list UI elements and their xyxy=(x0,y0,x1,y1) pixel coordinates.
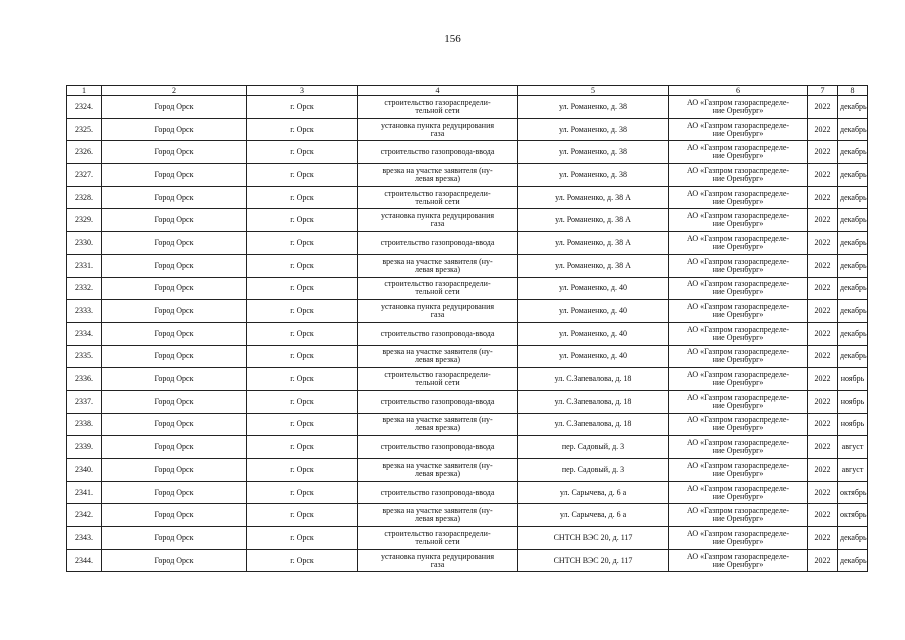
settlement-cell: г. Орск xyxy=(247,504,358,527)
year-cell: 2022 xyxy=(808,232,838,255)
address-cell: пер. Садовый, д. 3 xyxy=(518,436,669,459)
table-row xyxy=(67,368,868,391)
year-cell: 2022 xyxy=(808,254,838,277)
column-number: 1 xyxy=(67,86,102,96)
work-type-cell: строительство газораспредели- тельной сети xyxy=(358,277,518,300)
organization-cell: АО «Газпром газораспределе- ние Оренбург» xyxy=(669,481,808,504)
work-type-cell: строительство газопровода-ввода xyxy=(358,390,518,413)
address-cell: ул. Сарычева, д. 6 а xyxy=(518,481,669,504)
municipality-cell: Город Орск xyxy=(102,300,247,323)
municipality-cell: Город Орск xyxy=(102,254,247,277)
work-type-cell: строительство газопровода-ввода xyxy=(358,232,518,255)
month-cell: ноябрь xyxy=(838,390,868,413)
organization-cell: АО «Газпром газораспределе- ние Оренбург» xyxy=(669,118,808,141)
municipality-cell: Город Орск xyxy=(102,96,247,119)
municipality-cell: Город Орск xyxy=(102,368,247,391)
month-cell: декабрь xyxy=(838,300,868,323)
table-row xyxy=(67,322,868,345)
row-number-cell: 2336. xyxy=(67,368,102,391)
work-type-cell: установка пункта редуцирования газа xyxy=(358,209,518,232)
table-row xyxy=(67,277,868,300)
year-cell: 2022 xyxy=(808,459,838,482)
table-row xyxy=(67,390,868,413)
row-number-cell: 2332. xyxy=(67,277,102,300)
address-cell: ул. Романенко, д. 38 А xyxy=(518,209,669,232)
year-cell: 2022 xyxy=(808,300,838,323)
settlement-cell: г. Орск xyxy=(247,345,358,368)
settlement-cell: г. Орск xyxy=(247,277,358,300)
row-number-cell: 2333. xyxy=(67,300,102,323)
month-cell: декабрь xyxy=(838,186,868,209)
address-cell: ул. Романенко, д. 38 xyxy=(518,118,669,141)
row-number-cell: 2326. xyxy=(67,141,102,164)
table-row xyxy=(67,436,868,459)
month-cell: декабрь xyxy=(838,141,868,164)
address-cell: ул. Романенко, д. 40 xyxy=(518,322,669,345)
work-type-cell: строительство газопровода-ввода xyxy=(358,481,518,504)
month-cell: ноябрь xyxy=(838,413,868,436)
month-cell: октябрь xyxy=(838,481,868,504)
settlement-cell: г. Орск xyxy=(247,300,358,323)
table-row xyxy=(67,300,868,323)
municipality-cell: Город Орск xyxy=(102,232,247,255)
row-number-cell: 2324. xyxy=(67,96,102,119)
table-row xyxy=(67,413,868,436)
table-row xyxy=(67,96,868,119)
year-cell: 2022 xyxy=(808,209,838,232)
row-number-cell: 2340. xyxy=(67,459,102,482)
month-cell: декабрь xyxy=(838,164,868,187)
organization-cell: АО «Газпром газораспределе- ние Оренбург» xyxy=(669,413,808,436)
address-cell: ул. Романенко, д. 38 xyxy=(518,164,669,187)
year-cell: 2022 xyxy=(808,186,838,209)
organization-cell: АО «Газпром газораспределе- ние Оренбург» xyxy=(669,209,808,232)
row-number-cell: 2343. xyxy=(67,527,102,550)
month-cell: декабрь xyxy=(838,118,868,141)
municipality-cell: Город Орск xyxy=(102,164,247,187)
column-number: 3 xyxy=(247,86,358,96)
municipality-cell: Город Орск xyxy=(102,345,247,368)
row-number-cell: 2329. xyxy=(67,209,102,232)
settlement-cell: г. Орск xyxy=(247,141,358,164)
table-row xyxy=(67,232,868,255)
address-cell: ул. Романенко, д. 38 А xyxy=(518,254,669,277)
row-number-cell: 2327. xyxy=(67,164,102,187)
year-cell: 2022 xyxy=(808,141,838,164)
table-row xyxy=(67,186,868,209)
month-cell: декабрь xyxy=(838,549,868,572)
month-cell: декабрь xyxy=(838,322,868,345)
year-cell: 2022 xyxy=(808,118,838,141)
column-number: 6 xyxy=(669,86,808,96)
organization-cell: АО «Газпром газораспределе- ние Оренбург» xyxy=(669,459,808,482)
month-cell: декабрь xyxy=(838,209,868,232)
column-number: 8 xyxy=(838,86,868,96)
address-cell: ул. Романенко, д. 38 xyxy=(518,141,669,164)
address-cell: ул. Романенко, д. 38 А xyxy=(518,186,669,209)
organization-cell: АО «Газпром газораспределе- ние Оренбург» xyxy=(669,300,808,323)
table-row xyxy=(67,164,868,187)
row-number-cell: 2339. xyxy=(67,436,102,459)
work-type-cell: строительство газораспредели- тельной сети xyxy=(358,527,518,550)
municipality-cell: Город Орск xyxy=(102,390,247,413)
row-number-cell: 2325. xyxy=(67,118,102,141)
work-type-cell: врезка на участке заявителя (ну- левая врезка) xyxy=(358,459,518,482)
month-cell: декабрь xyxy=(838,345,868,368)
month-cell: август xyxy=(838,436,868,459)
year-cell: 2022 xyxy=(808,322,838,345)
month-cell: декабрь xyxy=(838,277,868,300)
table-row xyxy=(67,527,868,550)
municipality-cell: Город Орск xyxy=(102,413,247,436)
organization-cell: АО «Газпром газораспределе- ние Оренбург» xyxy=(669,141,808,164)
organization-cell: АО «Газпром газораспределе- ние Оренбург» xyxy=(669,254,808,277)
address-cell: ул. Романенко, д. 40 xyxy=(518,345,669,368)
work-type-cell: строительство газораспредели- тельной сети xyxy=(358,96,518,119)
settlement-cell: г. Орск xyxy=(247,436,358,459)
municipality-cell: Город Орск xyxy=(102,436,247,459)
month-cell: декабрь xyxy=(838,254,868,277)
settlement-cell: г. Орск xyxy=(247,254,358,277)
municipality-cell: Город Орск xyxy=(102,459,247,482)
settlement-cell: г. Орск xyxy=(247,164,358,187)
municipality-cell: Город Орск xyxy=(102,118,247,141)
table-body xyxy=(67,96,868,572)
address-cell: ул. Романенко, д. 40 xyxy=(518,300,669,323)
work-type-cell: строительство газопровода-ввода xyxy=(358,436,518,459)
work-type-cell: врезка на участке заявителя (ну- левая врезка) xyxy=(358,254,518,277)
year-cell: 2022 xyxy=(808,390,838,413)
address-cell: ул. С.Запевалова, д. 18 xyxy=(518,413,669,436)
address-cell: ул. Сарычева, д. 6 а xyxy=(518,504,669,527)
organization-cell: АО «Газпром газораспределе- ние Оренбург» xyxy=(669,164,808,187)
municipality-cell: Город Орск xyxy=(102,277,247,300)
work-type-cell: строительство газораспредели- тельной сети xyxy=(358,186,518,209)
work-type-cell: врезка на участке заявителя (ну- левая врезка) xyxy=(358,504,518,527)
table-row xyxy=(67,481,868,504)
column-number: 4 xyxy=(358,86,518,96)
municipality-cell: Город Орск xyxy=(102,322,247,345)
work-type-cell: строительство газопровода-ввода xyxy=(358,141,518,164)
address-cell: СНТСН ВЭС 20, д. 117 xyxy=(518,527,669,550)
settlement-cell: г. Орск xyxy=(247,527,358,550)
table-row xyxy=(67,118,868,141)
address-cell: пер. Садовый, д. 3 xyxy=(518,459,669,482)
row-number-cell: 2341. xyxy=(67,481,102,504)
year-cell: 2022 xyxy=(808,345,838,368)
settlement-cell: г. Орск xyxy=(247,186,358,209)
work-type-cell: врезка на участке заявителя (ну- левая врезка) xyxy=(358,164,518,187)
column-number-row xyxy=(67,86,868,96)
year-cell: 2022 xyxy=(808,436,838,459)
column-number: 5 xyxy=(518,86,669,96)
year-cell: 2022 xyxy=(808,96,838,119)
table-row xyxy=(67,459,868,482)
organization-cell: АО «Газпром газораспределе- ние Оренбург» xyxy=(669,186,808,209)
row-number-cell: 2342. xyxy=(67,504,102,527)
work-type-cell: установка пункта редуцирования газа xyxy=(358,300,518,323)
month-cell: ноябрь xyxy=(838,368,868,391)
settlement-cell: г. Орск xyxy=(247,209,358,232)
organization-cell: АО «Газпром газораспределе- ние Оренбург» xyxy=(669,549,808,572)
column-number: 2 xyxy=(102,86,247,96)
document-table xyxy=(66,85,868,572)
organization-cell: АО «Газпром газораспределе- ние Оренбург» xyxy=(669,527,808,550)
year-cell: 2022 xyxy=(808,164,838,187)
year-cell: 2022 xyxy=(808,527,838,550)
organization-cell: АО «Газпром газораспределе- ние Оренбург» xyxy=(669,345,808,368)
work-type-cell: установка пункта редуцирования газа xyxy=(358,118,518,141)
address-cell: ул. Романенко, д. 38 xyxy=(518,96,669,119)
table-row xyxy=(67,254,868,277)
settlement-cell: г. Орск xyxy=(247,232,358,255)
settlement-cell: г. Орск xyxy=(247,390,358,413)
month-cell: декабрь xyxy=(838,96,868,119)
organization-cell: АО «Газпром газораспределе- ние Оренбург» xyxy=(669,232,808,255)
table-row xyxy=(67,549,868,572)
year-cell: 2022 xyxy=(808,277,838,300)
table-row xyxy=(67,504,868,527)
work-type-cell: установка пункта редуцирования газа xyxy=(358,549,518,572)
settlement-cell: г. Орск xyxy=(247,368,358,391)
year-cell: 2022 xyxy=(808,481,838,504)
organization-cell: АО «Газпром газораспределе- ние Оренбург» xyxy=(669,504,808,527)
municipality-cell: Город Орск xyxy=(102,504,247,527)
row-number-cell: 2328. xyxy=(67,186,102,209)
year-cell: 2022 xyxy=(808,504,838,527)
row-number-cell: 2344. xyxy=(67,549,102,572)
settlement-cell: г. Орск xyxy=(247,413,358,436)
organization-cell: АО «Газпром газораспределе- ние Оренбург» xyxy=(669,322,808,345)
row-number-cell: 2335. xyxy=(67,345,102,368)
work-type-cell: врезка на участке заявителя (ну- левая врезка) xyxy=(358,345,518,368)
settlement-cell: г. Орск xyxy=(247,481,358,504)
work-type-cell: врезка на участке заявителя (ну- левая врезка) xyxy=(358,413,518,436)
municipality-cell: Город Орск xyxy=(102,141,247,164)
page-number: 156 xyxy=(444,33,461,45)
year-cell: 2022 xyxy=(808,413,838,436)
year-cell: 2022 xyxy=(808,549,838,572)
month-cell: декабрь xyxy=(838,232,868,255)
organization-cell: АО «Газпром газораспределе- ние Оренбург» xyxy=(669,368,808,391)
month-cell: декабрь xyxy=(838,527,868,550)
address-cell: СНТСН ВЭС 20, д. 117 xyxy=(518,549,669,572)
settlement-cell: г. Орск xyxy=(247,118,358,141)
municipality-cell: Город Орск xyxy=(102,481,247,504)
settlement-cell: г. Орск xyxy=(247,549,358,572)
municipality-cell: Город Орск xyxy=(102,209,247,232)
work-type-cell: строительство газопровода-ввода xyxy=(358,322,518,345)
work-type-cell: строительство газораспредели- тельной сети xyxy=(358,368,518,391)
table-row xyxy=(67,345,868,368)
column-number: 7 xyxy=(808,86,838,96)
row-number-cell: 2338. xyxy=(67,413,102,436)
settlement-cell: г. Орск xyxy=(247,459,358,482)
address-cell: ул. С.Запевалова, д. 18 xyxy=(518,390,669,413)
row-number-cell: 2337. xyxy=(67,390,102,413)
organization-cell: АО «Газпром газораспределе- ние Оренбург» xyxy=(669,436,808,459)
address-cell: ул. Романенко, д. 38 А xyxy=(518,232,669,255)
address-cell: ул. С.Запевалова, д. 18 xyxy=(518,368,669,391)
table-row xyxy=(67,141,868,164)
row-number-cell: 2330. xyxy=(67,232,102,255)
organization-cell: АО «Газпром газораспределе- ние Оренбург» xyxy=(669,390,808,413)
month-cell: октябрь xyxy=(838,504,868,527)
organization-cell: АО «Газпром газораспределе- ние Оренбург» xyxy=(669,96,808,119)
organization-cell: АО «Газпром газораспределе- ние Оренбург» xyxy=(669,277,808,300)
municipality-cell: Город Орск xyxy=(102,549,247,572)
municipality-cell: Город Орск xyxy=(102,527,247,550)
address-cell: ул. Романенко, д. 40 xyxy=(518,277,669,300)
table-row xyxy=(67,209,868,232)
month-cell: август xyxy=(838,459,868,482)
settlement-cell: г. Орск xyxy=(247,96,358,119)
year-cell: 2022 xyxy=(808,368,838,391)
settlement-cell: г. Орск xyxy=(247,322,358,345)
row-number-cell: 2331. xyxy=(67,254,102,277)
row-number-cell: 2334. xyxy=(67,322,102,345)
municipality-cell: Город Орск xyxy=(102,186,247,209)
